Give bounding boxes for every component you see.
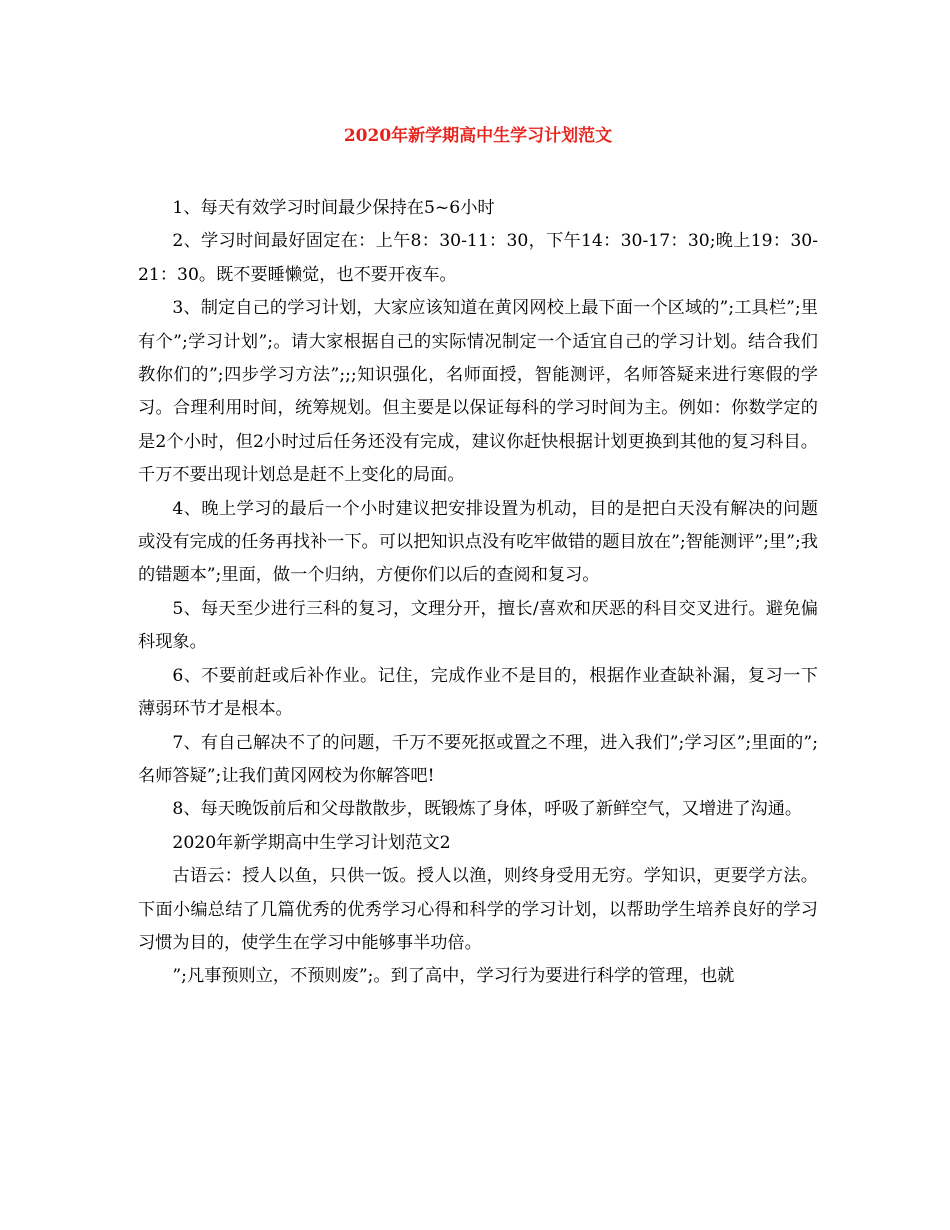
- paragraph-6: 6、不要前赶或后补作业。记住，完成作业不是目的，根据作业查缺补漏，复习一下薄弱环节才是根本。: [138, 665, 818, 720]
- section-heading-2: 2020年新学期高中生学习计划范文2: [172, 832, 451, 853]
- paragraph-9: 古语云：授人以鱼，只供一饭。授人以渔，则终身受用无穷。学知识，更要学方法。下面小编总结了几篇优秀的优秀学习心得和科学的学习计划，以帮助学生培养良好的学习习惯为目的，使学生在学习中能够事半功倍。: [138, 866, 818, 953]
- paragraph-3: 3、制定自己的学习计划，大家应该知道在黄冈网校上最下面一个区域的”;工具栏”;里有个”;学习计划”;。请大家根据自己的实际情况制定一个适宜自己的学习计划。结合我们教你们的”;四步学习方法”;;;知识强化，名师面授，智能测评，名师答疑来进行寒假的学习。合理利用时间，统筹规划。但主要是以保证每科的学习时间为主。例如：你数学定的是2个小时，但2小时过后任务还没有完成，建议你赶快根据计划更换到其他的复习科目。千万不要出现计划总是赶不上变化的局面。: [138, 298, 818, 486]
- document-page: [138, 0, 818, 1230]
- document-body: [138, 192, 818, 994]
- paragraph-10: ”;凡事预则立，不预则废”;。到了高中，学习行为要进行科学的管理，也就: [172, 966, 735, 987]
- document-title: 2020年新学期高中生学习计划范文: [343, 126, 613, 146]
- paragraph-1: 1、每天有效学习时间最少保持在5~6小时: [172, 198, 495, 218]
- paragraph-4: 4、晚上学习的最后一个小时建议把安排设置为机动，目的是把白天没有解决的问题或没有完成的任务再找补一下。可以把知识点没有吃牢做错的题目放在”;智能测评”;里”;我的错题本”;里面，做一个归纳，方便你们以后的查阅和复习。: [138, 498, 818, 586]
- paragraph-5: 5、每天至少进行三科的复习，文理分开，擅长/喜欢和厌恶的科目交叉进行。避免偏科现象。: [138, 598, 818, 653]
- paragraph-8: 8、每天晚饭前后和父母散散步，既锻炼了身体，呼吸了新鲜空气，又增进了沟通。: [172, 799, 803, 820]
- paragraph-2: 2、学习时间最好固定在：上午8：30-11：30，下午14：30-17：30;晚上19：30-21：30。既不要睡懒觉，也不要开夜车。: [138, 231, 818, 285]
- paragraph-7: 7、有自己解决不了的问题，千万不要死抠或置之不理，进入我们”;学习区”;里面的”;名师答疑”;让我们黄冈网校为你解答吧!: [138, 732, 818, 786]
